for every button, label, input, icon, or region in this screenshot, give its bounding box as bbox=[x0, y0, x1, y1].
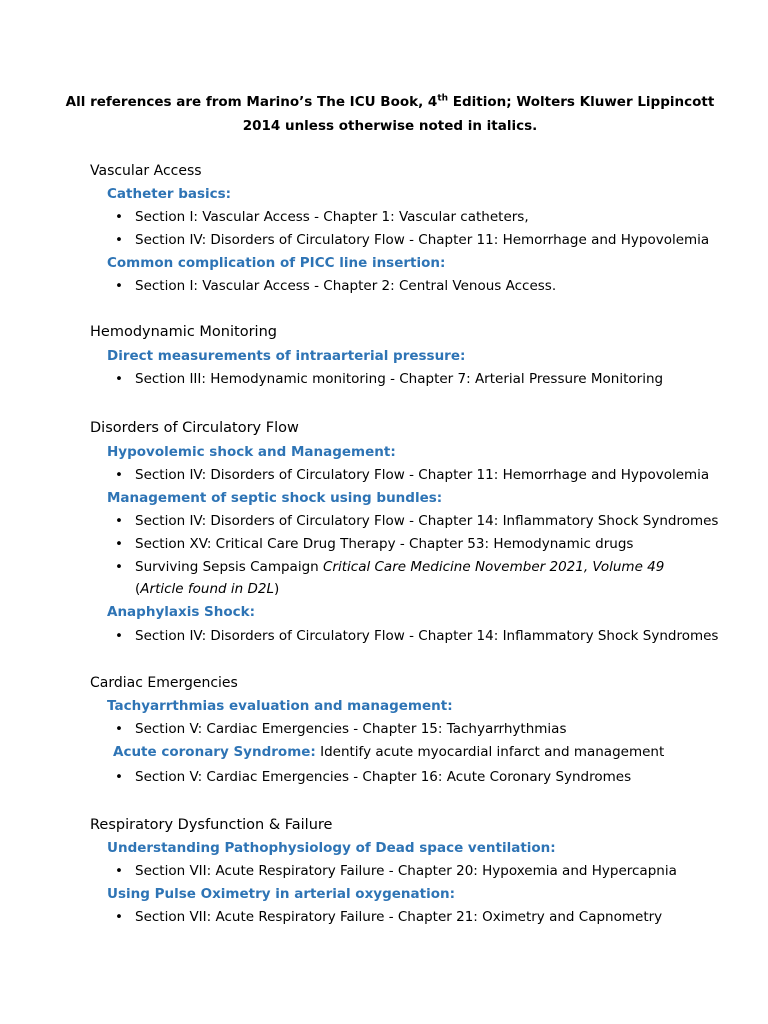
list-item-text: Section VII: Acute Respiratory Failure - Chapter 20: Hypoxemia and Hypercapnia bbox=[135, 863, 677, 879]
bullet-icon: • bbox=[115, 513, 123, 529]
subheading-description: Identify acute myocardial infarct and management bbox=[315, 744, 665, 760]
list-item-text: Section IV: Disorders of Circulatory Flow - Chapter 14: Inflammatory Shock Syndromes bbox=[135, 513, 719, 529]
list-item-text: Section IV: Disorders of Circulatory Flow - Chapter 14: Inflammatory Shock Syndromes bbox=[135, 628, 719, 644]
list-item-text: Section I: Vascular Access - Chapter 1: Vascular catheters, bbox=[135, 209, 529, 225]
journal-citation: Critical Care Medicine November 2021, Volume 49 bbox=[323, 559, 665, 575]
subheading-intraarterial-pressure: Direct measurements of intraarterial pressure: bbox=[107, 348, 466, 364]
reference-text: ) bbox=[273, 581, 280, 597]
subheading-tachyarrhythmias: Tachyarrthmias evaluation and management: bbox=[107, 698, 453, 714]
subheading-acute-coronary-syndrome bbox=[113, 742, 664, 762]
intro-text: All references are from Marino’s The ICU Book, 4 bbox=[65, 94, 438, 110]
list-item-text bbox=[135, 556, 705, 600]
reference-text: ( bbox=[135, 581, 141, 597]
list-item-text: Section XV: Critical Care Drug Therapy - Chapter 53: Hemodynamic drugs bbox=[135, 536, 634, 552]
intro-text: Edition; Wolters Kluwer Lippincott bbox=[448, 94, 715, 110]
list-item-text: Section V: Cardiac Emergencies - Chapter 16: Acute Coronary Syndromes bbox=[135, 769, 632, 785]
intro-line-1 bbox=[60, 90, 720, 114]
bullet-icon: • bbox=[115, 721, 123, 737]
bullet-icon: • bbox=[115, 371, 123, 387]
list-item-text: Section III: Hemodynamic monitoring - Chapter 7: Arterial Pressure Monitoring bbox=[135, 371, 664, 387]
list-item-text: Section IV: Disorders of Circulatory Flow - Chapter 11: Hemorrhage and Hypovolemia bbox=[135, 232, 710, 248]
intro-superscript: th bbox=[437, 93, 449, 104]
list-item-text: Section V: Cardiac Emergencies - Chapter 15: Tachyarrhythmias bbox=[135, 721, 567, 737]
section-heading-vascular-access: Vascular Access bbox=[90, 163, 202, 179]
bullet-icon: • bbox=[115, 209, 123, 225]
bullet-icon: • bbox=[115, 467, 123, 483]
bullet-icon: • bbox=[115, 863, 123, 879]
article-note: Article found in D2L bbox=[140, 581, 274, 597]
reference-text: Surviving Sepsis Campaign bbox=[135, 559, 323, 575]
subheading-hypovolemic-shock: Hypovolemic shock and Management: bbox=[107, 444, 396, 460]
intro-note bbox=[60, 90, 720, 138]
bullet-icon: • bbox=[115, 232, 123, 248]
section-heading-hemodynamic-monitoring: Hemodynamic Monitoring bbox=[90, 324, 277, 340]
bullet-icon: • bbox=[115, 278, 123, 294]
intro-line-2: 2014 unless otherwise noted in italics. bbox=[242, 118, 538, 134]
list-item-text: Section VII: Acute Respiratory Failure - Chapter 21: Oximetry and Capnometry bbox=[135, 909, 663, 925]
section-heading-cardiac-emergencies: Cardiac Emergencies bbox=[90, 675, 238, 691]
section-heading-circulatory-flow: Disorders of Circulatory Flow bbox=[90, 420, 299, 436]
subheading-label: Acute coronary Syndrome: bbox=[113, 744, 316, 760]
subheading-catheter-basics: Catheter basics: bbox=[107, 186, 232, 202]
list-item-text: Section I: Vascular Access - Chapter 2: Central Venous Access. bbox=[135, 278, 557, 294]
bullet-icon: • bbox=[115, 628, 123, 644]
subheading-anaphylaxis-shock: Anaphylaxis Shock: bbox=[107, 604, 256, 620]
subheading-pulse-oximetry: Using Pulse Oximetry in arterial oxygenation: bbox=[107, 886, 455, 902]
list-item-text: Section IV: Disorders of Circulatory Flow - Chapter 11: Hemorrhage and Hypovolemia bbox=[135, 467, 710, 483]
section-heading-respiratory-failure: Respiratory Dysfunction & Failure bbox=[90, 817, 333, 833]
bullet-icon: • bbox=[115, 536, 123, 552]
bullet-icon: • bbox=[115, 559, 123, 575]
bullet-icon: • bbox=[115, 769, 123, 785]
subheading-dead-space-ventilation: Understanding Pathophysiology of Dead space ventilation: bbox=[107, 840, 556, 856]
subheading-picc-complication: Common complication of PICC line insertion: bbox=[107, 255, 446, 271]
bullet-icon: • bbox=[115, 909, 123, 925]
subheading-septic-shock: Management of septic shock using bundles: bbox=[107, 490, 443, 506]
